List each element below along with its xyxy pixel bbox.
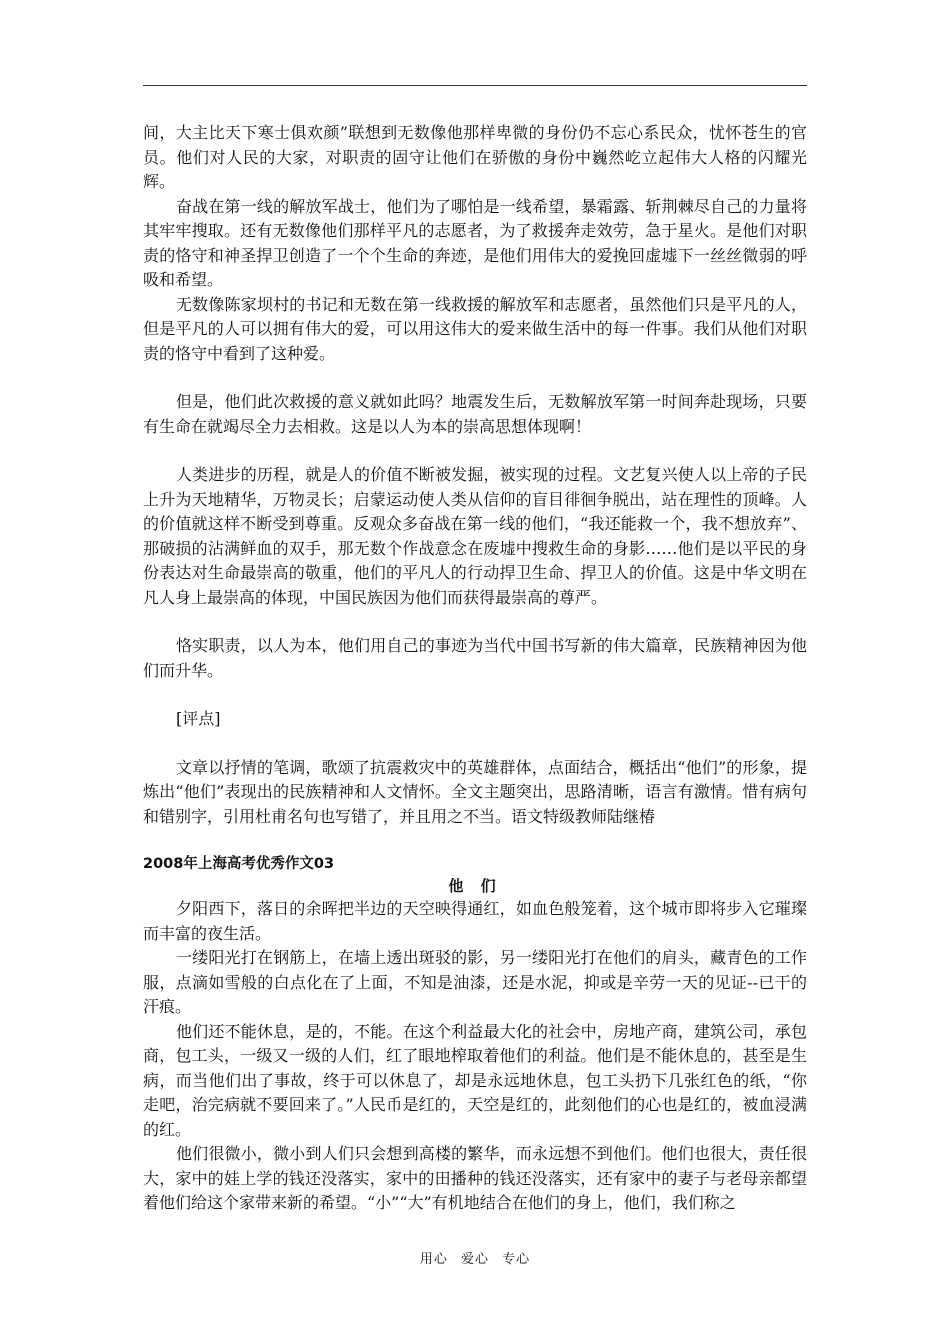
page-content bbox=[143, 121, 807, 1216]
review-text: 文章以抒情的笔调，歌颂了抗震救灾中的英雄群体，点面结合，概括出“他们”的形象，提炼出“他们”表现出的民族精神和人文情怀。全文主题突出，思路清晰，语言有激情。惜有病句和错别字，引用杜甫名句也写错了，并且用之不当。语文特级教师陆继椿 bbox=[143, 757, 807, 826]
section-heading: 2008年上海高考优秀作文03 bbox=[143, 856, 335, 872]
essay-paragraph: 一缕阳光打在钢筋上，在墙上透出斑驳的影，另一缕阳光打在他们的肩头，藏青色的工作服，点滴如雪般的白点化在了上面，不知是油漆，还是水泥，抑或是辛劳一天的见证--已干的汗痕。 bbox=[143, 948, 807, 1016]
header-rule bbox=[143, 85, 807, 86]
paragraph: 奋战在第一线的解放军战士，他们为了哪怕是一线希望，暴霜露、斩荆棘尽自己的力量将其牢牢搜取。还有无数像他们那样平凡的志愿者，为了救援奔走效劳，急于星火。是他们对职责的恪守和神圣捍卫创造了一个个生命的奔迹，是他们用伟大的爱挽回虚墟下一丝丝微弱的呼吸和希望。 bbox=[143, 196, 807, 289]
review-heading: [评点] bbox=[176, 709, 221, 728]
paragraph: 但是，他们此次救援的意义就如此吗？地震发生后，无数解放军第一时间奔赴现场，只要有生命在就竭尽全力去相救。这是以人为本的崇高思想体现啊！ bbox=[143, 392, 807, 436]
essay-paragraph: 夕阳西下，落日的余晖把半边的天空映得通红，如血色般笼着，这个城市即将步入它璀璨而丰富的夜生活。 bbox=[143, 899, 807, 943]
paragraph: 无数像陈家坝村的书记和无数在第一线救援的解放军和志愿者，虽然他们只是平凡的人，但是平凡的人可以拥有伟大的爱，可以用这伟大的爱来做生活中的每一件事。我们从他们对职责的恪守中看到了这种爱。 bbox=[143, 294, 807, 363]
paragraph: 间，大主比天下寒士俱欢颜”联想到无数像他那样卑微的身份仍不忘心系民众，忧怀苍生的官员。他们对人民的大家，对职责的固守让他们在骄傲的身份中巍然屹立起伟大人格的闪耀光辉。 bbox=[143, 123, 807, 191]
essay-paragraph: 他们还不能休息，是的，不能。在这个利益最大化的社会中，房地产商，建筑公司，承包商，包工头，一级又一级的人们，红了眼地榨取着他们的利益。他们是不能休息的，甚至是生病，而当他们出了事故，终于可以休息了，却是永远地休息，包工头扔下几张红色的纸，“你走吧，治完病就不要回来了。”人民币是红的，天空是红的，此刻他们的心也是红的，被血浸满的红。 bbox=[143, 1021, 807, 1139]
paragraph: 恪实职责，以人为本，他们用自己的事迹为当代中国书写新的伟大篇章，民族精神因为他们而升华。 bbox=[143, 636, 807, 680]
page-footer: 用心 爱心 专心 bbox=[419, 1252, 531, 1267]
essay-paragraph: 他们很微小，微小到人们只会想到高楼的繁华，而永远想不到他们。他们也很大，责任很大，家中的娃上学的钱还没落实，家中的田播种的钱还没落实，还有家中的妻子与老母亲都望着他们给这个家带来新的希望。“小”“大”有机地结合在他们的身上，他们，我们称之 bbox=[143, 1144, 807, 1212]
paragraph: 人类进步的历程，就是人的价值不断被发掘，被实现的过程。文艺复兴使人以上帝的子民上升为天地精华，万物灵长；启蒙运动使人类从信仰的盲目徘徊争脱出，站在理性的顶峰。人的价值就这样不断受到尊重。反观众多奋战在第一线的他们，“我还能救一个，我不想放弃”、那破损的沾满鲜血的双手，那无数个作战意念在废墟中搜救生命的身影……他们是以平民的身份表达对生命最崇高的敬重，他们的平凡人的行动捍卫生命、捍卫人的价值。这是中华文明在凡人身上最崇高的体现，中国民族因为他们而获得最崇高的尊严。 bbox=[143, 465, 807, 607]
essay-title: 他 们 bbox=[448, 877, 502, 895]
